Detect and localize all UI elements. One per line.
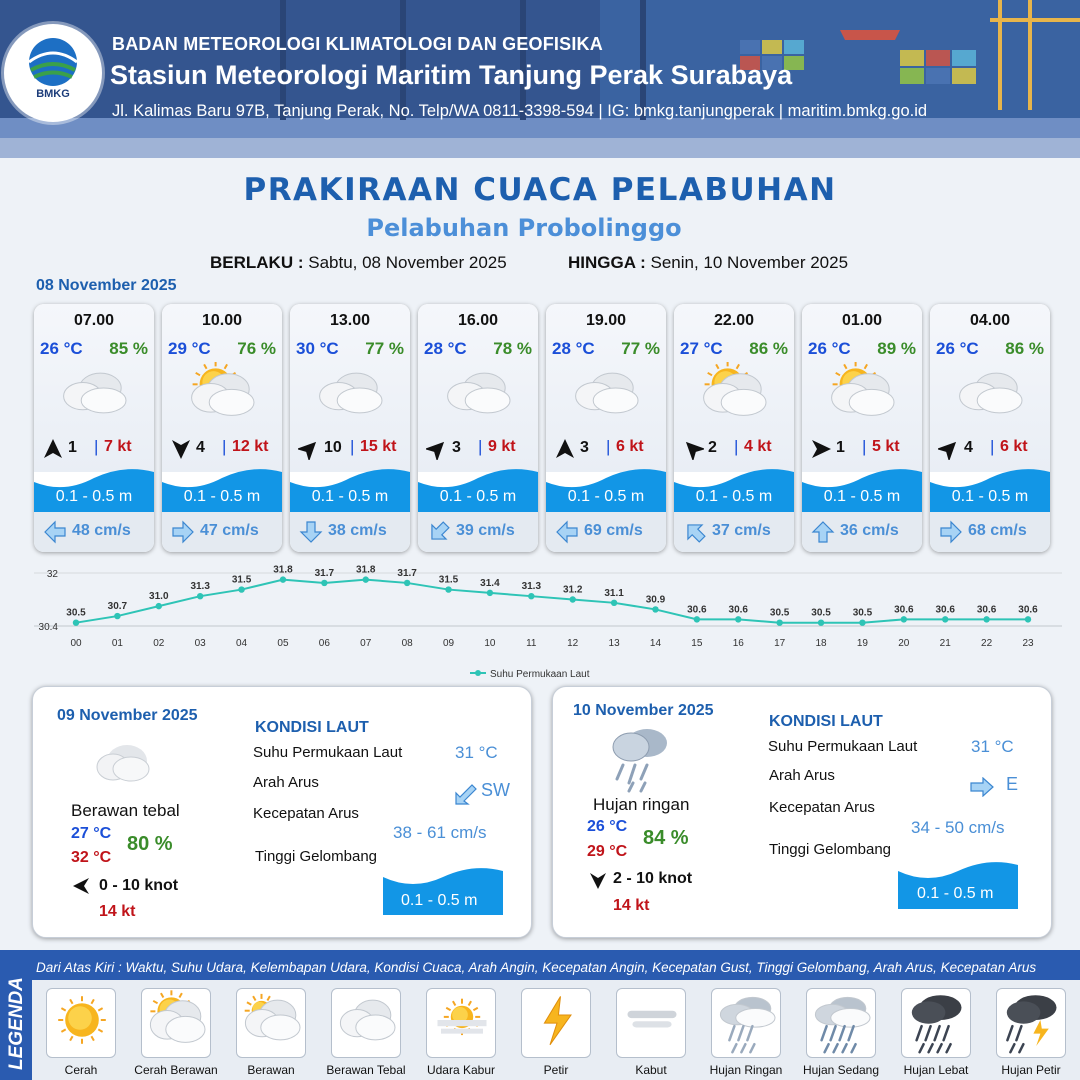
day3-condition: Hujan ringan xyxy=(593,795,690,814)
sst-data-label: 30.6 xyxy=(894,604,914,616)
separator: | xyxy=(350,437,355,456)
legend-item xyxy=(46,988,116,1058)
x-tick-label: 03 xyxy=(194,638,206,649)
forecast-humidity: 78 % xyxy=(493,339,532,358)
day2-gust: 14 kt xyxy=(99,903,136,920)
forecast-time: 16.00 xyxy=(457,312,499,329)
sst-data-point xyxy=(942,616,948,622)
sst-data-point xyxy=(694,616,700,622)
day3-humidity: 84 % xyxy=(643,827,689,849)
day3-wind: 2 - 10 knot xyxy=(613,870,693,887)
organization-name: BADAN METEOROLOGI KLIMATOLOGI DAN GEOFISIKA xyxy=(112,34,603,54)
sst-data-point xyxy=(197,593,203,599)
bmkg-logo xyxy=(4,24,102,122)
forecast-time: 22.00 xyxy=(713,312,755,329)
forecast-wind-speed: 1 xyxy=(68,439,77,456)
forecast-card xyxy=(418,304,538,552)
x-tick-label: 12 xyxy=(567,638,579,649)
wind-direction-arrow-icon xyxy=(938,438,960,460)
berawan-tebal-icon xyxy=(54,362,134,424)
sst-data-label: 31.5 xyxy=(231,574,252,586)
current-direction-arrow-icon xyxy=(682,520,708,544)
sst-data-point xyxy=(818,619,824,625)
day2-date: 09 November 2025 xyxy=(57,707,198,724)
day1-date: 08 November 2025 xyxy=(36,277,177,294)
wind-south-arrow-icon xyxy=(589,871,607,891)
berawan-tebal-icon xyxy=(310,362,390,424)
separator: | xyxy=(990,437,995,456)
legend-item-label: Udara Kabur xyxy=(426,1063,496,1077)
sst-data-label: 30.6 xyxy=(687,604,707,616)
legend-item xyxy=(616,988,686,1058)
day2-condition: Berawan tebal xyxy=(71,801,180,820)
y-tick-label: 32 xyxy=(46,569,58,580)
forecast-wave-height: 0.1 - 0.5 m xyxy=(55,488,133,505)
logo-text: BMKG xyxy=(36,88,70,100)
current-direction-arrow-icon xyxy=(298,520,324,544)
separator: | xyxy=(478,437,483,456)
berawan-tebal-icon xyxy=(566,362,646,424)
x-tick-label: 11 xyxy=(526,638,537,649)
separator: | xyxy=(222,437,227,456)
forecast-gust: 12 kt xyxy=(232,438,269,455)
sst-data-label: 30.5 xyxy=(769,607,790,619)
sst-data-label: 31.0 xyxy=(149,591,169,603)
forecast-wind-speed: 4 xyxy=(196,439,205,456)
sst-data-label: 30.9 xyxy=(645,594,666,606)
day3-temp-min: 26 °C xyxy=(587,818,628,835)
forecast-humidity: 77 % xyxy=(365,339,404,358)
port-name: Pelabuhan Probolinggo xyxy=(366,214,682,242)
forecast-card xyxy=(930,304,1050,552)
valid-to-label: HINGGA : xyxy=(568,253,646,272)
forecast-wave-height: 0.1 - 0.5 m xyxy=(439,488,517,505)
x-tick-label: 13 xyxy=(608,638,620,649)
sst-data-point xyxy=(487,590,493,596)
day2-current-dir: SW xyxy=(481,780,510,800)
hujan-ringan-icon xyxy=(605,725,675,795)
x-tick-label: 04 xyxy=(236,638,248,649)
legend-item xyxy=(806,988,876,1058)
cerah-icon xyxy=(47,989,117,1059)
forecast-humidity: 86 % xyxy=(749,339,788,358)
wind-direction-arrow-icon xyxy=(426,438,448,460)
sst-data-point xyxy=(73,619,79,625)
day2-temp-max: 32 °C xyxy=(71,849,112,866)
legend-side-bar xyxy=(0,950,32,1080)
sst-data-label: 30.6 xyxy=(728,604,748,616)
sst-data-label: 31.8 xyxy=(356,564,376,576)
forecast-current-speed: 47 cm/s xyxy=(200,522,259,539)
x-tick-label: 00 xyxy=(70,638,82,649)
cerah-berawan-icon xyxy=(182,362,262,424)
sst-data-label: 30.7 xyxy=(107,601,128,613)
forecast-time: 07.00 xyxy=(73,312,115,329)
forecast-temperature: 28 °C xyxy=(552,339,595,358)
forecast-temperature: 27 °C xyxy=(680,339,723,358)
sst-data-point xyxy=(776,619,782,625)
forecast-current-speed: 37 cm/s xyxy=(712,522,771,539)
cerah-berawan-icon xyxy=(142,989,212,1059)
forecast-temperature: 28 °C xyxy=(424,339,467,358)
forecast-gust: 15 kt xyxy=(360,438,397,455)
forecast-card xyxy=(674,304,794,552)
x-tick-label: 07 xyxy=(360,638,372,649)
legend-item xyxy=(236,988,306,1058)
day3-sst: 31 °C xyxy=(971,737,1014,756)
valid-from-value: Sabtu, 08 November 2025 xyxy=(308,253,507,272)
hujan-sedang-icon xyxy=(807,989,877,1059)
valid-from xyxy=(210,253,507,273)
forecast-current-speed: 69 cm/s xyxy=(584,522,643,539)
x-tick-label: 18 xyxy=(815,638,827,649)
sst-data-point xyxy=(735,616,741,622)
legend-item xyxy=(901,988,971,1058)
sst-data-point xyxy=(280,576,286,582)
day2-wave: 0.1 - 0.5 m xyxy=(401,892,478,909)
forecast-card xyxy=(290,304,410,552)
wind-direction-arrow-icon xyxy=(682,438,704,460)
forecast-wave-height: 0.1 - 0.5 m xyxy=(567,488,645,505)
x-tick-label: 14 xyxy=(649,638,662,649)
forecast-humidity: 85 % xyxy=(109,339,148,358)
sst-data-point xyxy=(528,593,534,599)
berawan-tebal-icon xyxy=(950,362,1030,424)
forecast-time: 01.00 xyxy=(841,312,883,329)
forecast-current-speed: 48 cm/s xyxy=(72,522,131,539)
forecast-wave-height: 0.1 - 0.5 m xyxy=(823,488,901,505)
separator: | xyxy=(94,437,99,456)
legend-item-label: Cerah Berawan xyxy=(134,1063,218,1077)
legend-item xyxy=(426,988,496,1058)
day3-wave: 0.1 - 0.5 m xyxy=(917,885,994,902)
current-direction-arrow-icon xyxy=(426,520,452,544)
legend-item xyxy=(141,988,211,1058)
forecast-wind-speed: 10 xyxy=(324,439,342,456)
valid-from-label: BERLAKU : xyxy=(210,253,304,272)
forecast-humidity: 89 % xyxy=(877,339,916,358)
x-tick-label: 10 xyxy=(484,638,496,649)
wind-direction-arrow-icon xyxy=(298,438,320,460)
current-southwest-arrow-icon xyxy=(453,783,479,807)
sst-data-point xyxy=(569,596,575,602)
forecast-gust: 6 kt xyxy=(616,438,644,455)
sst-data-label: 31.7 xyxy=(314,567,335,579)
cerah-berawan-icon xyxy=(694,362,774,424)
header-banner xyxy=(0,0,1080,158)
valid-to xyxy=(568,253,848,273)
sst-data-point xyxy=(321,580,327,586)
wind-direction-arrow-icon xyxy=(42,438,64,460)
current-direction-arrow-icon xyxy=(554,520,580,544)
sst-data-point xyxy=(1025,616,1031,622)
forecast-current-speed: 38 cm/s xyxy=(328,522,387,539)
forecast-wave-height: 0.1 - 0.5 m xyxy=(183,488,261,505)
forecast-temperature: 26 °C xyxy=(936,339,979,358)
sst-data-label: 31.3 xyxy=(521,581,542,593)
legend-side-label: LEGENDA xyxy=(6,977,27,1070)
forecast-card xyxy=(34,304,154,552)
day3-current-speed-label: Kecepatan Arus xyxy=(769,799,875,816)
forecast-wind-speed: 4 xyxy=(964,439,973,456)
sst-data-point xyxy=(901,616,907,622)
forecast-card xyxy=(546,304,666,552)
sst-data-label: 30.6 xyxy=(1018,604,1038,616)
sst-data-label: 31.3 xyxy=(190,581,210,593)
legend-item-label: Berawan Tebal xyxy=(326,1063,406,1077)
hujan-lebat-icon xyxy=(902,989,972,1059)
x-tick-label: 16 xyxy=(732,638,744,649)
x-tick-label: 15 xyxy=(691,638,703,649)
day3-gust: 14 kt xyxy=(613,897,650,914)
x-tick-label: 08 xyxy=(401,638,413,649)
sst-data-label: 31.2 xyxy=(562,584,583,596)
day2-sst-label: Suhu Permukaan Laut xyxy=(253,744,403,761)
sst-data-point xyxy=(114,613,120,619)
sst-data-label: 31.5 xyxy=(438,574,459,586)
wind-direction-arrow-icon xyxy=(554,438,576,460)
hujan-ringan-icon xyxy=(712,989,782,1059)
x-tick-label: 23 xyxy=(1022,638,1034,649)
day3-wave-label: Tinggi Gelombang xyxy=(769,841,892,858)
forecast-time: 19.00 xyxy=(585,312,627,329)
x-tick-label: 19 xyxy=(856,638,868,649)
day2-sst: 31 °C xyxy=(455,743,498,762)
sst-data-point xyxy=(363,576,369,582)
x-tick-label: 20 xyxy=(898,638,910,649)
berawan-tebal-icon xyxy=(91,739,155,785)
hujan-petir-icon xyxy=(997,989,1067,1059)
day3-current-dir-label: Arah Arus xyxy=(769,767,835,784)
day3-panel xyxy=(552,686,1052,938)
x-tick-label: 17 xyxy=(774,638,786,649)
legend-item-label: Hujan Sedang xyxy=(802,1063,880,1077)
y-tick-label: 30.4 xyxy=(38,622,58,633)
legend-item-label: Hujan Petir xyxy=(1001,1063,1061,1077)
day3-date: 10 November 2025 xyxy=(573,702,714,719)
sst-data-label: 31.8 xyxy=(273,564,293,576)
legend-item-label: Hujan Ringan xyxy=(709,1063,783,1077)
sst-data-point xyxy=(859,619,865,625)
legend-item-label: Berawan xyxy=(247,1063,295,1077)
wind-direction-arrow-icon xyxy=(170,438,192,460)
sst-chart xyxy=(0,560,1080,685)
day2-sea-title: KONDISI LAUT xyxy=(255,719,369,736)
current-direction-arrow-icon xyxy=(938,520,964,544)
x-tick-label: 01 xyxy=(111,638,123,649)
current-east-arrow-icon xyxy=(969,777,995,797)
forecast-time: 10.00 xyxy=(201,312,243,329)
forecast-temperature: 26 °C xyxy=(40,339,83,358)
sst-data-label: 30.6 xyxy=(976,604,997,616)
forecast-wind-speed: 2 xyxy=(708,439,717,456)
forecast-humidity: 86 % xyxy=(1005,339,1044,358)
station-name: Stasiun Meteorologi Maritim Tanjung Perak Surabaya xyxy=(110,60,793,90)
day2-wave-label: Tinggi Gelombang xyxy=(255,848,378,865)
forecast-time: 04.00 xyxy=(969,312,1011,329)
separator: | xyxy=(606,437,611,456)
berawan-icon xyxy=(237,989,307,1059)
forecast-gust: 9 kt xyxy=(488,438,516,455)
sst-data-label: 30.5 xyxy=(852,607,873,619)
legend-item xyxy=(331,988,401,1058)
forecast-card xyxy=(162,304,282,552)
forecast-temperature: 30 °C xyxy=(296,339,339,358)
wind-west-arrow-icon xyxy=(71,877,91,895)
berawan-tebal-icon xyxy=(438,362,518,424)
x-tick-label: 21 xyxy=(939,638,951,649)
sst-data-label: 30.6 xyxy=(935,604,955,616)
sst-data-label: 31.1 xyxy=(604,587,624,599)
x-tick-label: 02 xyxy=(153,638,165,649)
day2-current-dir-label: Arah Arus xyxy=(253,774,319,791)
forecast-temperature: 26 °C xyxy=(808,339,851,358)
day2-wind: 0 - 10 knot xyxy=(99,877,179,894)
sst-data-point xyxy=(611,600,617,606)
legend-description: Dari Atas Kiri : Waktu, Suhu Udara, Kelembapan Udara, Kondisi Cuaca, Arah Angin, Kecepatan Angin, Kecepatan Gust, Tinggi Gelombang, Arah Arus, Kecepatan Arus xyxy=(36,960,1037,975)
current-direction-arrow-icon xyxy=(170,520,196,544)
forecast-wind-speed: 3 xyxy=(452,439,461,456)
day2-panel xyxy=(32,686,532,938)
berawan-tebal-icon xyxy=(332,989,402,1059)
day3-sea-title: KONDISI LAUT xyxy=(769,713,883,730)
forecast-humidity: 77 % xyxy=(621,339,660,358)
current-direction-arrow-icon xyxy=(42,520,68,544)
sst-data-point xyxy=(156,603,162,609)
separator: | xyxy=(862,437,867,456)
sst-data-point xyxy=(238,586,244,592)
forecast-gust: 7 kt xyxy=(104,438,132,455)
forecast-card xyxy=(802,304,922,552)
valid-to-value: Senin, 10 November 2025 xyxy=(650,253,849,272)
sst-data-label: 30.5 xyxy=(811,607,831,619)
forecast-time: 13.00 xyxy=(329,312,371,329)
x-tick-label: 09 xyxy=(442,638,455,649)
day3-current-speed: 34 - 50 cm/s xyxy=(911,818,1005,837)
forecast-wave-height: 0.1 - 0.5 m xyxy=(695,488,773,505)
day2-humidity: 80 % xyxy=(127,833,173,855)
day2-current-speed-label: Kecepatan Arus xyxy=(253,805,359,822)
forecast-gust: 6 kt xyxy=(1000,438,1028,455)
forecast-current-speed: 68 cm/s xyxy=(968,522,1027,539)
legend-item-label: Petir xyxy=(543,1063,569,1077)
separator: | xyxy=(734,437,739,456)
day2-temp-min: 27 °C xyxy=(71,825,112,842)
forecast-current-speed: 39 cm/s xyxy=(456,522,515,539)
x-tick-label: 05 xyxy=(277,638,289,649)
sst-data-label: 30.5 xyxy=(66,607,86,619)
sst-data-point xyxy=(445,586,451,592)
x-tick-label: 22 xyxy=(981,638,993,649)
legend-item xyxy=(711,988,781,1058)
forecast-humidity: 76 % xyxy=(237,339,276,358)
sst-data-point xyxy=(404,580,410,586)
day3-temp-max: 29 °C xyxy=(587,843,628,860)
page-title: PRAKIRAAN CUACA PELABUHAN xyxy=(243,172,837,208)
wind-direction-arrow-icon xyxy=(810,438,832,460)
legend-item-label: Hujan Lebat xyxy=(903,1063,969,1077)
current-direction-arrow-icon xyxy=(810,520,836,544)
chart-legend-label: Suhu Permukaan Laut xyxy=(490,669,590,680)
forecast-wind-speed: 1 xyxy=(836,439,845,456)
udara-kabur-icon xyxy=(427,989,497,1059)
sst-data-point xyxy=(652,606,658,612)
station-address: Jl. Kalimas Baru 97B, Tanjung Perak, No. Telp/WA 0811-3398-594 | IG: bmkg.tanjungperak | maritim.bmkg.go.id xyxy=(112,102,928,120)
cerah-berawan-icon xyxy=(822,362,902,424)
forecast-wave-height: 0.1 - 0.5 m xyxy=(311,488,389,505)
sst-data-label: 31.4 xyxy=(480,577,500,589)
day3-current-dir: E xyxy=(1006,774,1019,794)
x-tick-label: 06 xyxy=(318,638,330,649)
legend-item-label: Kabut xyxy=(635,1063,667,1077)
day2-current-speed: 38 - 61 cm/s xyxy=(393,823,487,842)
petir-icon xyxy=(522,989,592,1059)
sst-series-line xyxy=(76,577,1028,623)
forecast-current-speed: 36 cm/s xyxy=(840,522,899,539)
sst-data-label: 31.7 xyxy=(397,567,417,579)
legend-item xyxy=(996,988,1066,1058)
forecast-wave-height: 0.1 - 0.5 m xyxy=(951,488,1029,505)
forecast-temperature: 29 °C xyxy=(168,339,211,358)
legend-marker xyxy=(475,670,481,676)
sst-data-point xyxy=(983,616,989,622)
kabut-icon xyxy=(617,989,687,1059)
forecast-wind-speed: 3 xyxy=(580,439,589,456)
legend-item xyxy=(521,988,591,1058)
legend-item-label: Cerah xyxy=(64,1063,98,1077)
day3-sst-label: Suhu Permukaan Laut xyxy=(768,738,918,755)
forecast-gust: 5 kt xyxy=(872,438,900,455)
forecast-gust: 4 kt xyxy=(744,438,772,455)
